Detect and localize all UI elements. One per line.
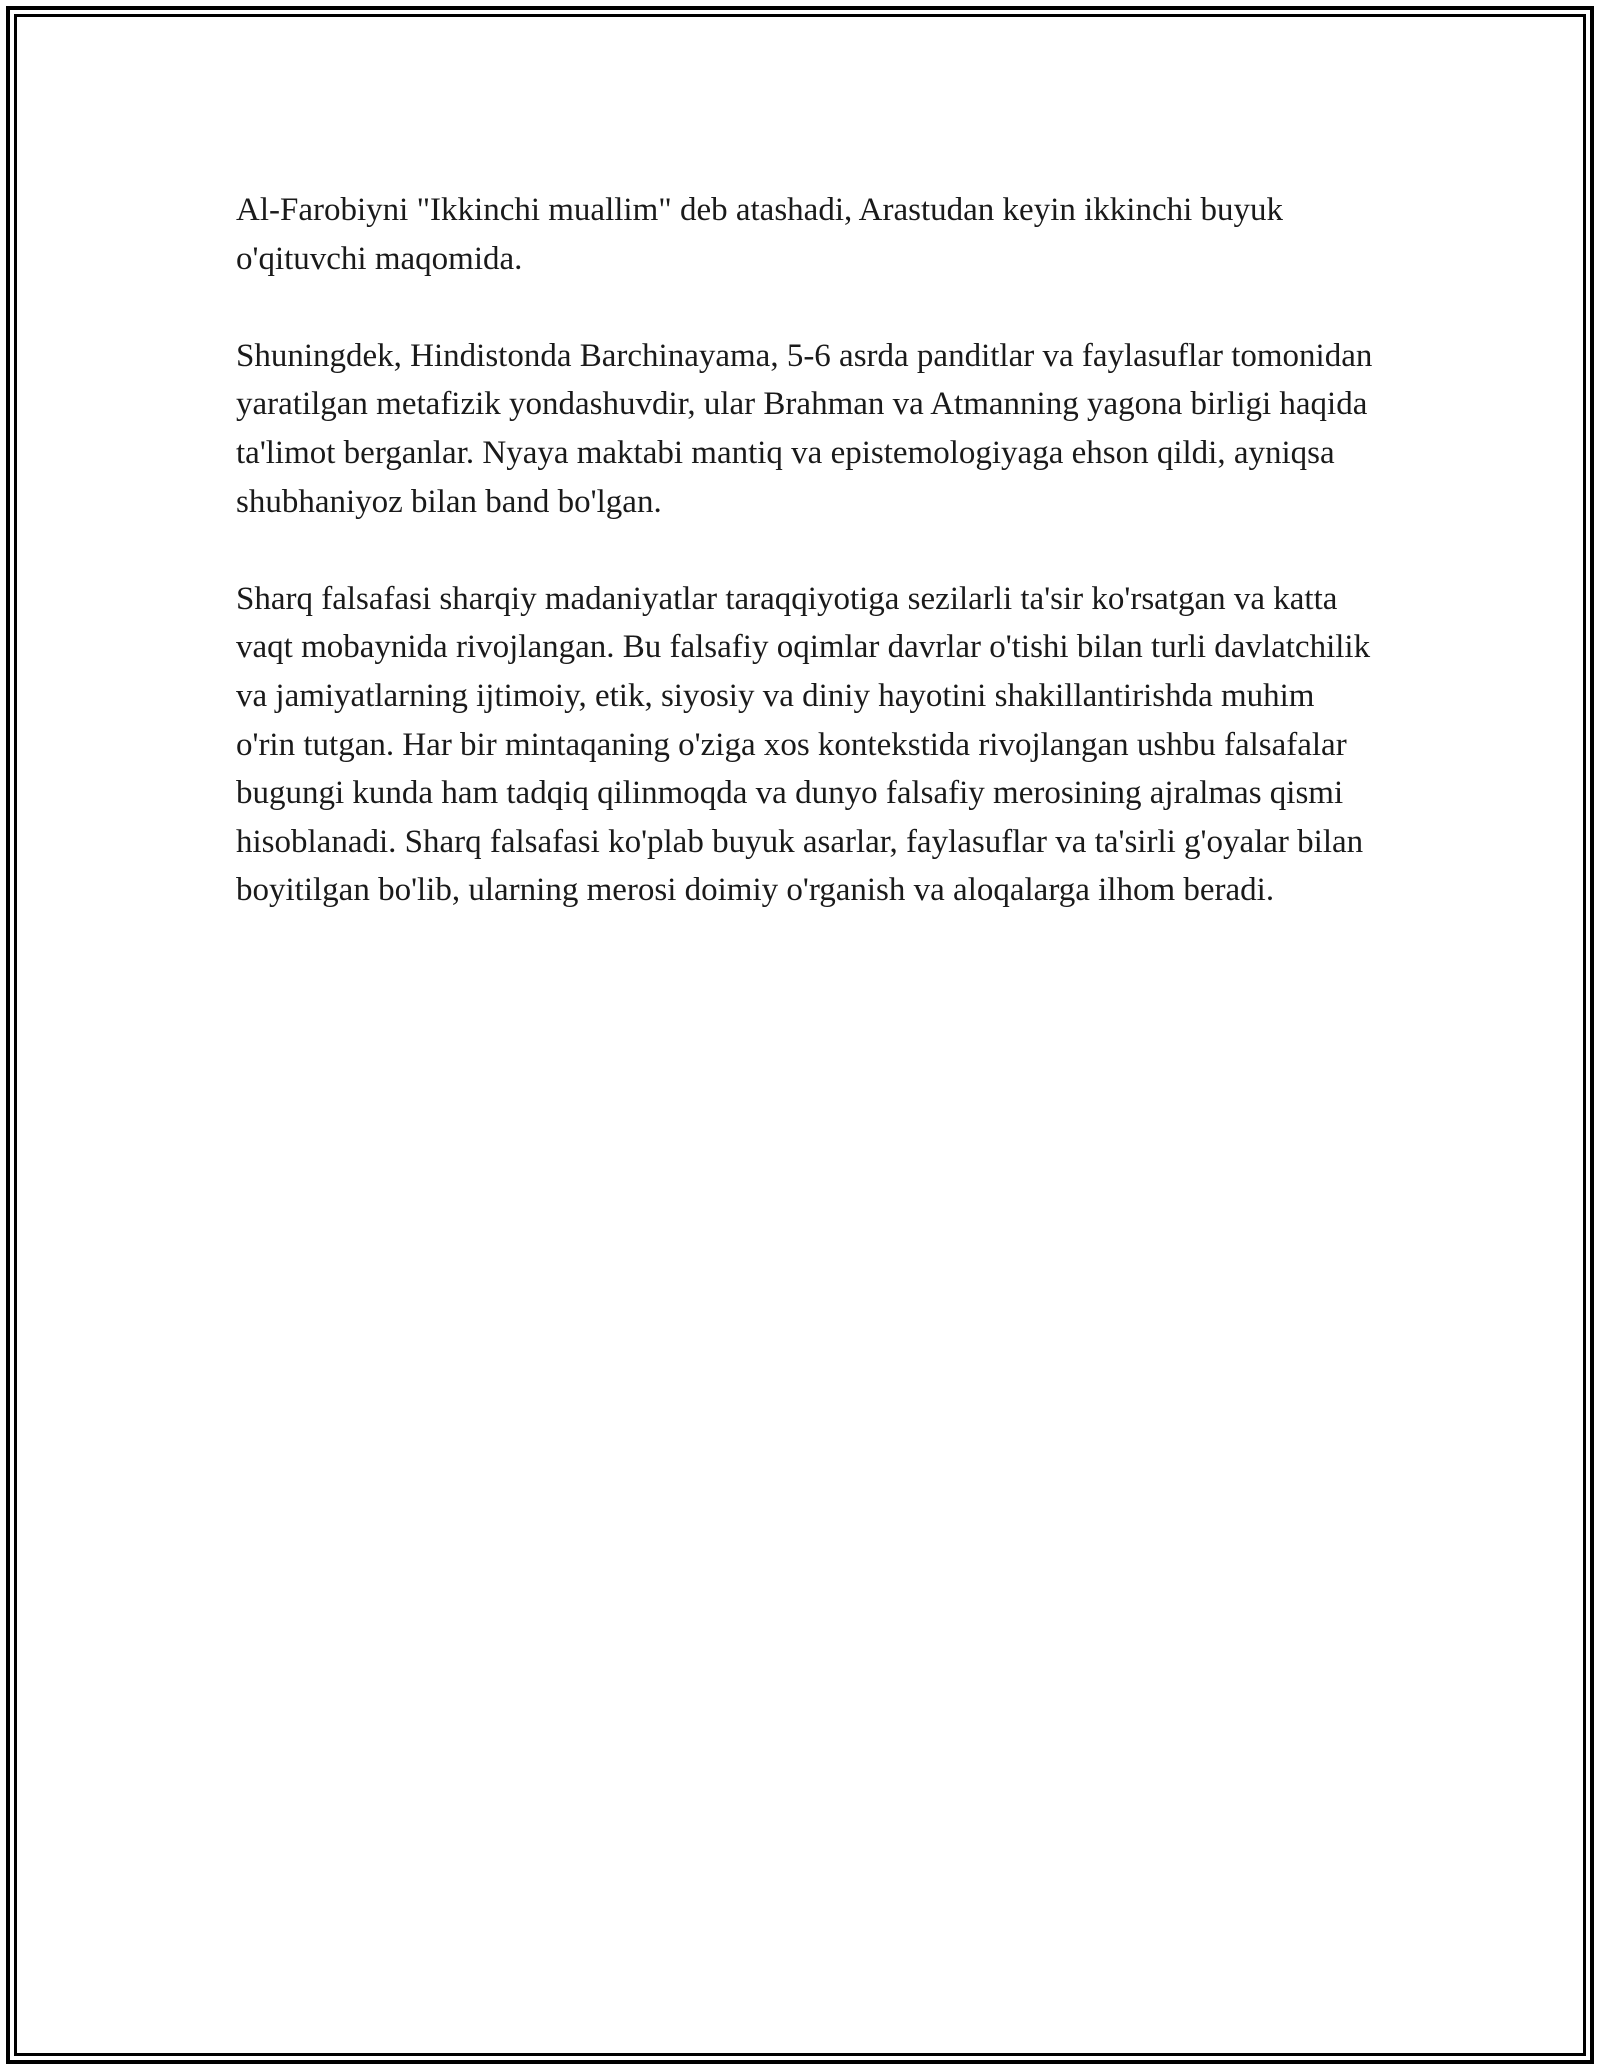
paragraph-india-philosophy: Shuningdek, Hindistonda Barchinayama, 5-6 asrda panditlar va faylasuflar tomonidan yaratilgan metafizik yondashuvdir, ular Brahman va Atmanning yagona birligi haqida ta'limot berganlar. Nyaya maktabi mantiq va epistemologiyaga ehson qildi, ayniqsa shubhaniyoz bilan band bo'lgan. [236, 337, 1373, 520]
paragraph-al-farobi: Al-Farobiyni "Ikkinchi muallim" deb atashadi, Arastudan keyin ikkinchi buyuk o'qituvchi maqomida. [236, 192, 1284, 277]
paragraph-eastern-philosophy: Sharq falsafasi sharqiy madaniyatlar taraqqiyotiga sezilarli ta'sir ko'rsatgan va katta vaqt mobaynida rivojlangan. Bu falsafiy oqimlar davrlar o'tishi bilan turli davlatchilik va jamiyatlarning ijtimoiy, etik, siyosiy va diniy hayotini shakillantirishda muhim o'rin tutgan. Har bir mintaqaning o'ziga xos kontekstida rivojlangan ushbu falsafalar bugungi kunda ham tadqiq qilinmoqda va dunyo falsafiy merosining ajralmas qismi hisoblanadi. Sharq falsafasi ko'plab buyuk asarlar, faylasuflar va ta'sirli g'oyalar bilan boyitilgan bo'lib, ularning merosi doimiy o'rganish va aloqalarga ilhom beradi. [236, 580, 1371, 909]
document-body [236, 186, 1376, 964]
